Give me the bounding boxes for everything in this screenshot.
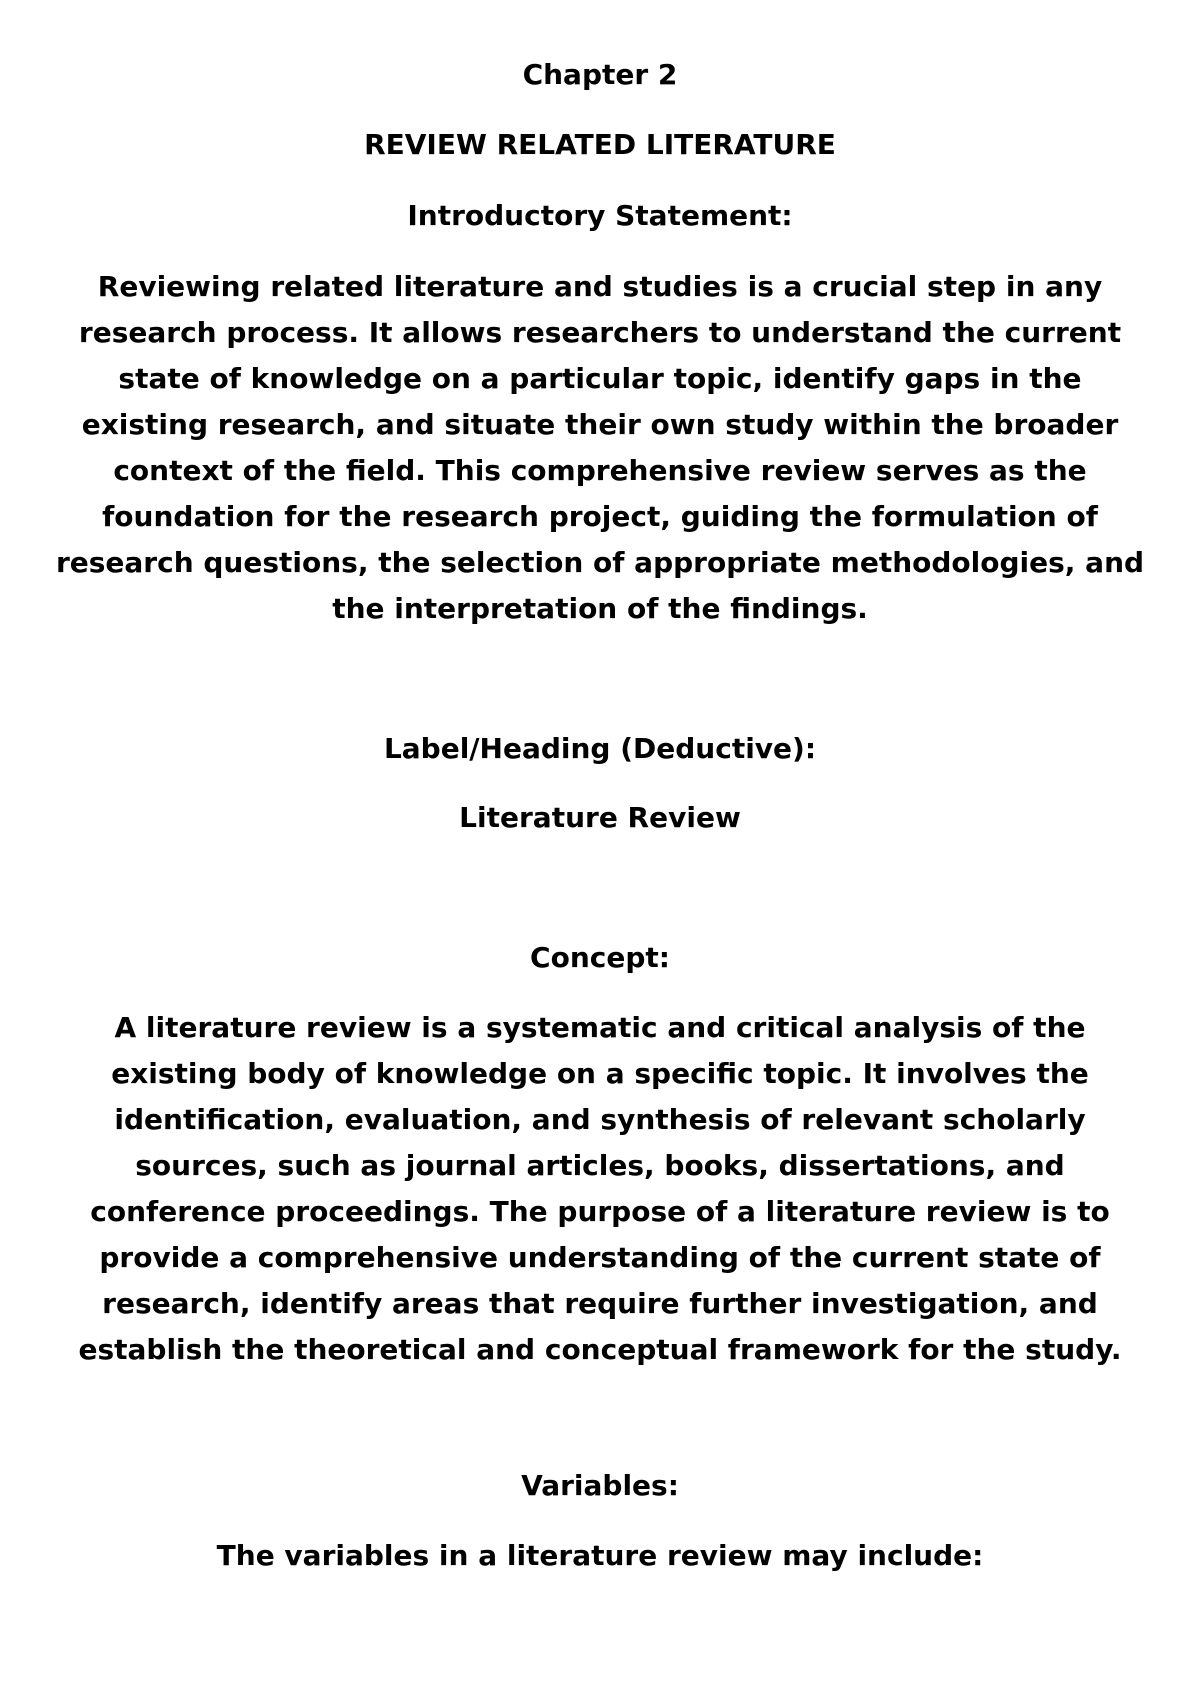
chapter-label: Chapter 2 bbox=[522, 58, 678, 91]
concept-heading: Concept: bbox=[530, 941, 670, 974]
label-heading: Label/Heading (Deductive): bbox=[383, 732, 817, 765]
page-title: REVIEW RELATED LITERATURE bbox=[364, 128, 836, 161]
variables-intro: The variables in a literature review may include: bbox=[216, 1539, 984, 1572]
intro-heading: Introductory Statement: bbox=[407, 199, 793, 232]
concept-paragraph: A literature review is a systematic and critical analysis of the existing body of knowledge on a specific topic. It involves the identification, evaluation, and synthesis of relevant scholarly sources, such as journal articles, books, dissertations, and conference proceedings. The purpose of a literature review is to provide a comprehensive understanding of the current state of research, identify areas that require further investigation, and establish the theoretical and conceptual framework for the study. bbox=[78, 1011, 1122, 1366]
intro-paragraph: Reviewing related literature and studies is a crucial step in any research process. It allows researchers to understand the current state of knowledge on a particular topic, identify gaps in the existing research, and situate their own study within the broader context of the field. This comprehensive review serves as the foundation for the research project, guiding the formulation of research questions, the selection of appropriate methodologies, and the interpretation of the findings. bbox=[55, 270, 1145, 625]
variables-heading: Variables: bbox=[521, 1469, 679, 1502]
label-value: Literature Review bbox=[459, 801, 741, 834]
